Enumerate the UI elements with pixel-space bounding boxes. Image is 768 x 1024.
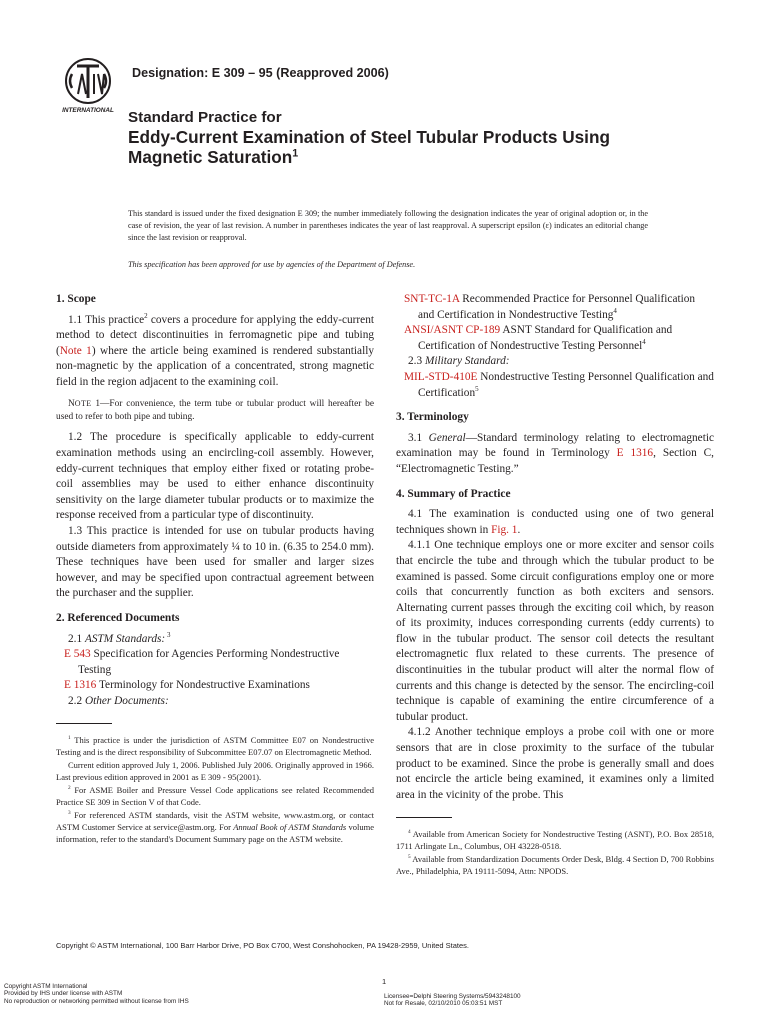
left-column: [56, 292, 374, 846]
note-1-initial: N: [68, 398, 75, 409]
reference-e1316: E 1316 Terminology for Nondestructive Examinations: [64, 679, 310, 692]
reference-mil-std: MIL-STD-410E Nondestructive Testing Personnel Qualification and Certification$^5$: [404, 370, 714, 399]
footnote-1: $^1$ This practice is under the jurisdiction of ASTM Committee E07 on Nondestructive Testing and is the direct responsibility of Subcommittee E07.07 on Electromagnetic Method.: [56, 735, 374, 758]
section-2-heading: 2. Referenced Documents: [56, 611, 180, 624]
title-line-3: [128, 147, 688, 167]
footnote-ref-4b[interactable]: 4: [642, 338, 646, 347]
paragraph-2-2: 2.2 Other Documents:: [68, 694, 169, 707]
dod-approval-note: This specification has been approved for use by agencies of the Department of Defense.: [128, 260, 416, 269]
link-ansi-asnt[interactable]: ANSI/ASNT CP-189: [404, 324, 501, 337]
license-notice-right: [384, 993, 521, 1008]
footnote-ref-5[interactable]: 5: [475, 384, 479, 393]
title-footnote-ref[interactable]: 1: [292, 147, 299, 160]
paragraph-2-3: 2.3 Military Standard:: [408, 355, 510, 368]
paragraph-4-1-2: 4.1.2 Another technique employs a probe coil with one or more sensors that are in close proximity to the surface of the tubular product to be examined. Since the probe is generally small and does not encircle the article being examined, it examines only a limited area in the vicinity of the probe. This: [396, 726, 714, 801]
title-line-1: Standard Practice for: [128, 109, 282, 126]
designation: Designation: E 309 – 95 (Reapproved 2006): [132, 66, 389, 80]
license-line-3: No reproduction or networking permitted without license from IHS: [4, 997, 189, 1005]
license-line-2: Provided by IHS under license with ASTM: [4, 990, 123, 998]
title-line-3-text: Magnetic Saturation: [128, 147, 293, 167]
issue-note: This standard is issued under the fixed designation E 309; the number immediately following the designation indicates the year of original adoption or, in the case of revision, the year of last revision. A number in parentheses indicates the year of last reapproval. A superscript epsilon (ε) indicates an editorial change since the last revision or reapproval.: [128, 209, 648, 242]
resale-line: Not for Resale, 02/10/2010 05:03:51 MST: [384, 1000, 503, 1008]
svg-text:INTERNATIONAL: INTERNATIONAL: [62, 107, 114, 114]
footnote-3: $^3$ For referenced ASTM standards, visit the ASTM website, www.astm.org, or contact ASTM Customer Service at service@astm.org. For Annual Book of ASTM Standards volume information, refer to the standard's Document Summary page on the ASTM website.: [56, 810, 374, 845]
paragraph-4-1: 4.1 The examination is conducted using one of two general techniques shown in Fig. 1.: [396, 508, 714, 536]
title-line-2: Eddy-Current Examination of Steel Tubular Products Using: [128, 127, 610, 147]
astm-logo: [58, 54, 122, 116]
footnote-2: $^2$ For ASME Boiler and Pressure Vessel Code applications see related Recommended Practice SE 309 in Section V of that Code.: [56, 785, 374, 808]
link-e1316[interactable]: E 1316: [64, 679, 97, 692]
right-column: [396, 292, 714, 878]
document-title: [128, 108, 688, 167]
section-4-heading: 4. Summary of Practice: [396, 487, 511, 500]
footnote-1-history: Current edition approved July 1, 2006. Published July 2006. Originally approved in 1966. Last previous edition approved in 2001 as E 309 - 95(2001).: [56, 760, 374, 783]
paragraph-1-3: 1.3 This practice is intended for use on tubular products having outside diameters from approximately ¼ to 10 in. (6.35 to 254.0 mm). These techniques have been used for smaller and larger sizes however, and may be specified upon contractual agreement between the purchaser and the supplier.: [56, 524, 374, 600]
reference-snt-tc-1a: SNT-TC-1A Recommended Practice for Personnel Qualification and Certification in Nondestructive Testing$^4$: [404, 293, 696, 321]
reference-ansi-asnt: ANSI/ASNT CP-189 ASNT Standard for Qualification and Certification of Nondestructive Testing Personnel$^4$: [404, 324, 673, 352]
fig-1-link[interactable]: Fig. 1: [491, 523, 518, 536]
link-e543[interactable]: E 543: [64, 648, 91, 661]
note-1-link[interactable]: Note 1: [59, 344, 92, 357]
link-snt-tc-1a[interactable]: SNT-TC-1A: [404, 293, 460, 305]
note-1: NOTE 1—For convenience, the term tube or tubular product will hereafter be used to refer to both pipe and tubing.: [56, 398, 374, 422]
note-1-label: OTE: [74, 398, 92, 408]
footnote-divider: [56, 723, 112, 724]
footnote-ref-2[interactable]: 2: [144, 311, 148, 320]
footnote-ref-3[interactable]: 3: [165, 630, 171, 639]
license-notice-left: [4, 983, 189, 1005]
footnote-5: $^5$ Available from Standardization Documents Order Desk, Bldg. 4 Section D, 700 Robbins Ave., Philadelphia, PA 19111-5094, Attn: NPODS.: [396, 854, 714, 877]
paragraph-1-1: 1.1 This practice$^2$ covers a procedure for applying the eddy-current method to detect discontinuities in ferromagnetic pipe and tubing (Note 1) where the article being examined is rendered substantially non-magnetic by the application of a concentrated, strong magnetic field in the region adjacent to the examining coil.: [56, 311, 374, 388]
reference-e543: E 543 Specification for Agencies Performing Nondestructive Testing: [64, 648, 340, 676]
paragraph-4-1-1: 4.1.1 One technique employs one or more exciter and sensor coils that encircle the tube and through which the tubular product to be examined is passed. Some circuit configurations employ one or more coils that concurrently function as both exciters and sensors. Alternating current passes through the exciting coil which, by reason of its proximity, induces corresponding currents (eddy currents) to flow in the tubular product. The sensor coil detects the resultant electromagnetic flux related to these currents. The presence of discontinuities in the tubular product will alter the normal flow of currents and this change is detected by the sensor. The encircling-coil technique is capable of examining the entire circumference of a tubular product.: [396, 539, 714, 723]
page-number: 1: [382, 977, 387, 986]
section-3-heading: 3. Terminology: [396, 411, 469, 424]
paragraph-1-2: 1.2 The procedure is specifically applicable to eddy-current examination methods using an encircling-coil assembly. However, eddy-current techniques that employ either fixed or rotating probe-coil assemblies may be used to either enhance discontinuity sensitivity on the large diameter tubular products or to maximize the response received from a particular type of discontinuity.: [56, 431, 374, 522]
paragraph-2-1: 2.1 ASTM Standards: $^3$: [68, 630, 171, 645]
footnote-divider-right: [396, 817, 452, 818]
link-e1316-terminology[interactable]: E 1316: [616, 447, 654, 460]
license-line-1: Copyright ASTM International: [4, 983, 88, 990]
paragraph-3-1: 3.1 General—Standard terminology relating to electromagnetic examination may be found in Terminology E 1316, Section C, “Electromagnetic Testing.”: [396, 431, 715, 475]
section-1-heading: 1. Scope: [56, 293, 96, 305]
copyright-line: Copyright © ASTM International, 100 Barr Harbor Drive, PO Box C700, West Conshohocken, PA 19428-2959, United States.: [56, 941, 469, 950]
licensee-line: Licensee=Delphi Steering Systems/5943248100: [384, 993, 521, 1000]
footnote-ref-4[interactable]: 4: [613, 306, 617, 315]
footnote-4: $^4$ Available from American Society for Nondestructive Testing (ASNT), P.O. Box 28518, 1711 Arlingate Ln., Columbus, OH 43228-0518.: [396, 829, 714, 852]
astm-logo-mark: [58, 54, 122, 116]
link-mil-std[interactable]: MIL-STD-410E: [404, 370, 478, 383]
